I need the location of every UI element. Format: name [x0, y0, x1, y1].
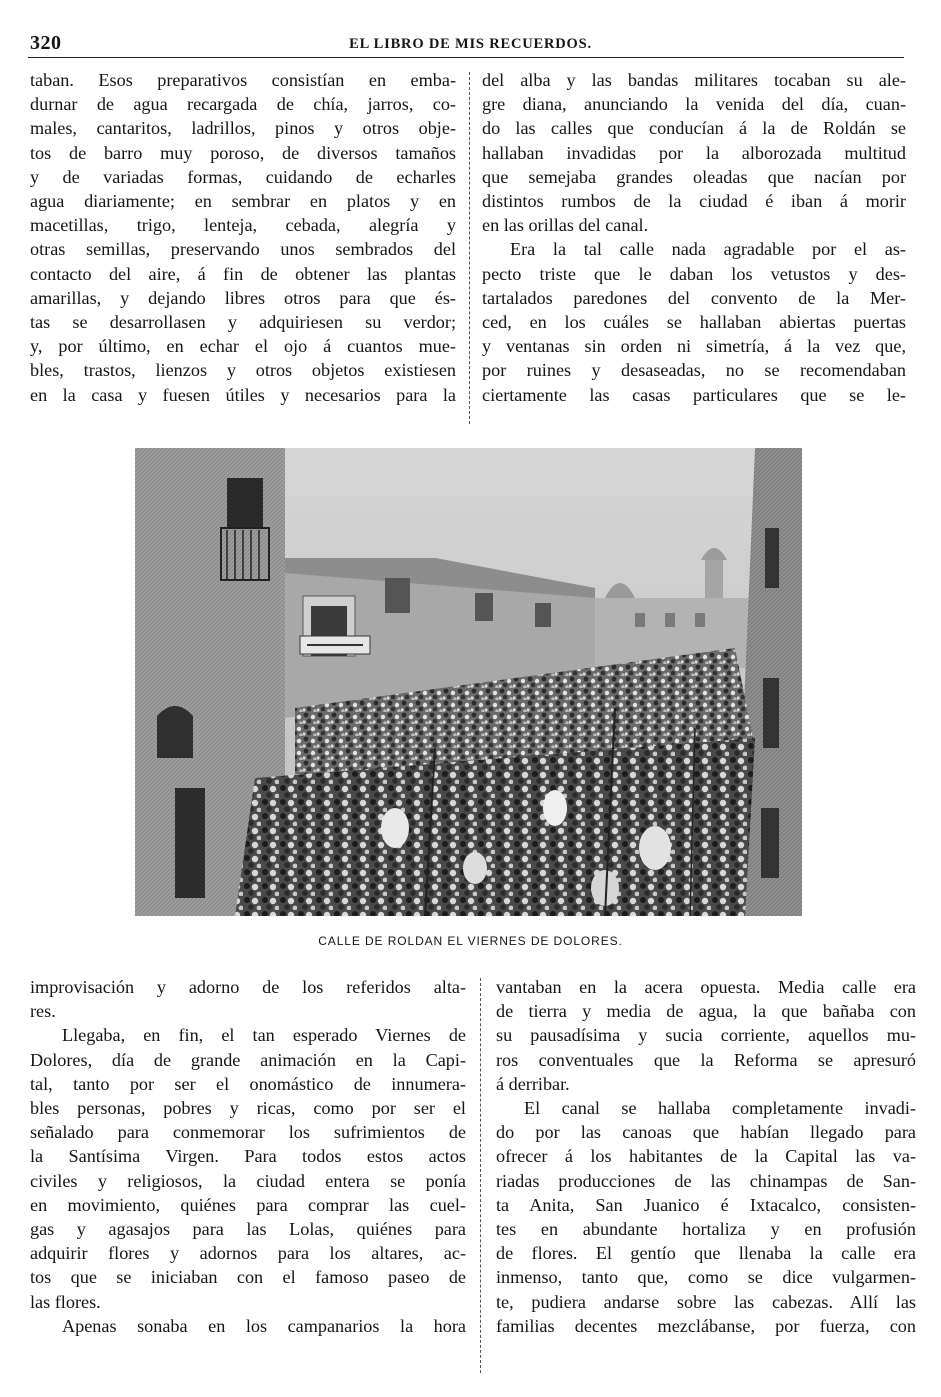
text-line: de flores. El gentío que llenaba la calle era — [496, 1243, 916, 1264]
page-number: 320 — [30, 32, 62, 54]
text-line: bles personas, pobres y ricas, como por ser el — [30, 1098, 466, 1119]
text-line: res. — [30, 1001, 56, 1022]
top-left-column — [30, 68, 456, 407]
text-line: y ventanas sin orden ni simetría, á la vez que, — [482, 336, 906, 357]
text-line: de tierra y media de agua, la que bañaba con — [496, 1001, 916, 1022]
text-line: taban. Esos preparativos consistían en emba- — [30, 70, 456, 90]
text-line: bles, trastos, lienzos y otros objetos existiesen — [30, 360, 456, 381]
text-line: en movimiento, quiénes para comprar las cuel- — [30, 1194, 466, 1215]
text-line: otras semillas, preservando unos sembrados del — [30, 239, 456, 260]
text-line: las flores. — [30, 1291, 101, 1312]
text-line: gas y agasajos para las Lolas, quiénes para — [30, 1219, 466, 1240]
column-rule-top — [469, 72, 470, 424]
text-line: y, por último, en echar el ojo á cuantos mue- — [30, 336, 456, 357]
text-line: Dolores, día de grande animación en la Capi- — [30, 1049, 466, 1070]
text-line: Llegaba, en fin, el tan esperado Viernes de — [62, 1025, 466, 1046]
text-line: en las orillas del canal. — [482, 215, 649, 236]
text-line: riadas producciones de las chinampas de San- — [496, 1170, 916, 1191]
text-line: su pausadísima y sucia corriente, aquellos mu- — [496, 1025, 916, 1046]
text-line: Era la tal calle nada agradable por el as- — [510, 239, 906, 260]
text-line: tartalados paredones del convento de la Mer- — [482, 287, 906, 308]
text-line: señalado para conmemorar los sufrimientos de — [30, 1122, 466, 1143]
text-line: ofrecer á los habitantes de la Capital las va- — [496, 1146, 916, 1167]
text-line: El canal se hallaba completamente invadi- — [524, 1098, 916, 1119]
text-line: agua diariamente; en sembrar en platos y en — [30, 191, 456, 212]
running-head: EL LIBRO DE MIS RECUERDOS. — [349, 36, 592, 52]
text-line: vantaban en la acera opuesta. Media calle era — [496, 977, 916, 997]
text-line: durnar de agua recargada de chía, jarros, co- — [30, 94, 456, 115]
engraving-svg — [135, 448, 802, 916]
text-line: pecto triste que le daban los vetustos y des- — [482, 263, 906, 284]
text-line: civiles y religiosos, la ciudad entera se ponía — [30, 1170, 466, 1191]
text-line: males, cantaritos, ladrillos, pinos y otros obje- — [30, 118, 456, 139]
text-line: amarillas, y dejando libres otros para que és- — [30, 287, 456, 308]
text-line: do las calles que conducían á la de Roldán se — [482, 118, 906, 139]
text-line: te, pudiera andarse sobre las cabezas. Allí las — [496, 1291, 916, 1312]
text-line: tas se desarrollasen y adquiriesen su verdor; — [30, 312, 456, 333]
text-line: ros conventuales que la Reforma se apresuró — [496, 1049, 916, 1070]
text-line: gre diana, anunciando la venida del día, cuan- — [482, 94, 906, 115]
text-line: Apenas sonaba en los campanarios la hora — [62, 1315, 466, 1336]
text-line: que semejaba grandes oleadas que nacían por — [482, 166, 906, 187]
text-line: á derribar. — [496, 1073, 570, 1094]
text-line: la Santísima Virgen. Para todos estos actos — [30, 1146, 466, 1167]
text-line: hallaban invadidas por la alborozada multitud — [482, 142, 906, 163]
text-line: tes en abundante hortaliza y en profusión — [496, 1219, 916, 1240]
text-line: distintos rumbos de la ciudad é iban á morir — [482, 191, 906, 212]
text-line: del alba y las bandas militares tocaban su ale- — [482, 70, 906, 90]
text-line: ced, en los cuáles se hallaban abiertas puertas — [482, 312, 906, 333]
text-line: tos de barro muy poroso, de diversos tamaños — [30, 142, 456, 163]
bottom-right-column — [496, 975, 916, 1338]
text-line: contacto del aire, á fin de obtener las plantas — [30, 263, 456, 284]
top-right-column — [482, 68, 906, 407]
header-rule — [28, 57, 904, 58]
text-line: ta Anita, San Juanico é Ixtacalco, consisten- — [496, 1194, 916, 1215]
text-line: tal, tanto por ser el onomástico de innumera- — [30, 1073, 466, 1094]
text-line: por ruines y desaseadas, no se recomendaban — [482, 360, 906, 381]
text-line: adquirir flores y adornos para los altares, ac- — [30, 1243, 466, 1264]
text-line: tos que se iniciaban con el famoso paseo de — [30, 1267, 466, 1288]
text-line: familias decentes mezclábanse, por fuerza, con — [496, 1315, 916, 1336]
bottom-left-column — [30, 975, 466, 1338]
text-line: ciertamente las casas particulares que se le- — [482, 384, 906, 405]
figure-caption: CALLE DE ROLDAN EL VIERNES DE DOLORES. — [318, 934, 623, 948]
street-market-engraving-illustration — [135, 448, 802, 916]
column-rule-bottom — [480, 978, 481, 1373]
text-line: macetillas, trigo, lenteja, cebada, alegría y — [30, 215, 456, 236]
text-line: en la casa y fuesen útiles y necesarios para la — [30, 384, 456, 405]
text-line: improvisación y adorno de los referidos alta- — [30, 977, 466, 997]
text-line: do por las canoas que habían llegado para — [496, 1122, 916, 1143]
text-line: inmenso, tanto que, como se dice vulgarmen- — [496, 1267, 916, 1288]
text-line: y de variadas formas, cuidando de echarles — [30, 166, 456, 187]
